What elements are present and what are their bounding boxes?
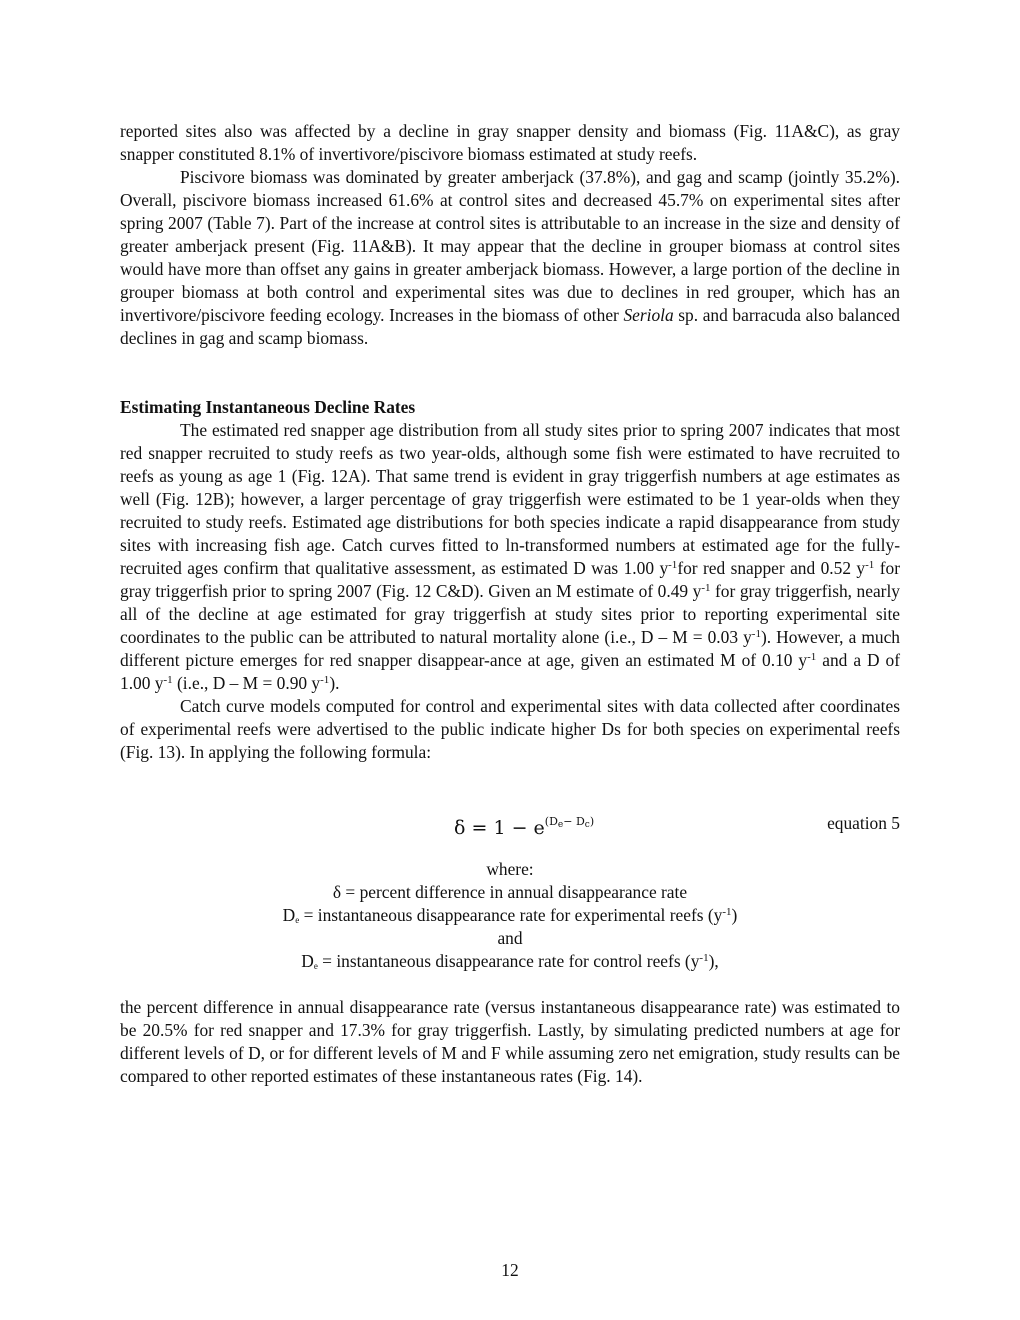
subscript: e [313,961,318,971]
body-text-top [120,120,900,350]
paragraph-gray-snapper [120,120,900,166]
equation-formula [454,810,594,840]
definition-text: = instantaneous disappearance rate for control reefs (y [317,951,700,971]
equation-row [120,810,900,840]
superscript: -1 [701,582,711,594]
italic-genus: Seriola [623,305,674,325]
definition-dc [120,950,900,973]
superscript: -1 [668,559,678,571]
page-number: 12 [501,1260,519,1280]
paragraph-piscivore-biomass [120,166,900,350]
section-heading: Estimating Instantaneous Decline Rates [120,397,416,417]
subscript: e [295,915,300,925]
paragraph-text: for red snapper and 0.52 y [677,558,866,578]
definition-de [120,904,900,927]
symbol: D [301,951,314,971]
equation-exponent [545,815,594,828]
paragraph-text: sp. and barracuda also balanced declines in gag and scamp biomass. [120,305,900,348]
body-text-bottom [120,996,900,1088]
symbol: D [282,905,296,925]
paragraph-text: the percent difference in annual disappearance rate (versus instantaneous disappearance rate) was estimated to be 20.5% for red snapper and 17.3% for gray triggerfish. Lastly, by simulating predicted numbers at age for different levels of D, or for different levels of M and F while assuming zero net emigration, study results can be compared to other reported estimates of these instantaneous rates (Fig. 14). [120,997,900,1086]
equation-definitions [120,858,900,973]
superscript: -1 [807,651,817,663]
paragraph-text: ). However, a much different picture emerges for red snapper disappear-ance at age, given an estimated M of 0.10 y [120,627,900,670]
definition-delta: δ = percent difference in annual disappearance rate [332,882,688,902]
superscript: -1 [865,559,875,571]
paragraph-text: for gray triggerfish, nearly all of the decline at age estimated for gray triggerfish at study sites prior to reporting experimental site coordinates to the public can be attributed to natural mortality alone (i.e., D – M = 0.03 y [120,581,901,647]
paragraph-text: Piscivore biomass was dominated by greater amberjack (37.8%), and gag and scamp (jointly 35.2%). Overall, piscivore biomass increased 61.6% at control sites and decreased 45.7% on experimental sites after spring 2007 (Table 7). Part of the increase at control sites is attributable to an increase in the size and density of greater amberjack present (Fig. 11A&B). It may appear that the decline in grouper biomass at control sites would have more than offset any gains in greater amberjack biomass. However, a large portion of the decline in grouper biomass at both control and experimental sites was due to declines in red grouper, which has an invertivore/piscivore feeding ecology. Increases in the biomass of other [120,167,900,325]
paragraph-text: for gray triggerfish prior to spring 2007 (Fig. 12 C&D). Given an M estimate of 0.49 y [120,558,900,601]
paragraph-catch-curve-models [120,695,900,764]
paragraph-text: Catch curve models computed for control and experimental sites with data collected after coordinates of experimental reefs were advertised to the public indicate higher Ds for both species on experimental reefs (Fig. 13). In applying the following formula: [120,696,900,762]
equation-label: equation 5 [827,813,900,833]
paragraph-text: and a D of 1.00 y [120,650,901,693]
superscript: -1 [699,952,709,964]
definition-text: = instantaneous disappearance rate for experimental reefs (y [299,905,723,925]
definition-text: ), [708,951,719,971]
paragraph-text: ). [329,673,340,693]
subscript: e [557,820,564,830]
exponent-part: ) [589,815,595,828]
exponent-part: − D [563,815,585,828]
superscript: -1 [751,628,761,640]
subscript: c [584,820,590,830]
paragraph-percent-difference [120,996,900,1088]
equation-lhs: δ = 1 − e [454,817,545,839]
paragraph-text: The estimated red snapper age distribution from all study sites prior to spring 2007 indicates that most red snapper recruited to study reefs as two year-olds, although some fish were estimated to have recruited to reefs as young as age 1 (Fig. 12A). That same trend is evident in gray triggerfish numbers at age estimates as well (Fig. 12B); however, a larger percentage of gray triggerfish were estimated to be 1 year-olds when they recruited to study reefs. Estimated age distributions for both species indicate a rapid disappearance from study sites with increasing fish age. Catch curves fitted to ln-transformed numbers at estimated age for the fully-recruited ages confirm that qualitative assessment, as estimated D was 1.00 y [120,420,900,578]
superscript: -1 [163,674,173,686]
definition-text: ) [731,905,738,925]
where-label: where: [486,859,534,879]
section-decline-rates [120,396,900,764]
superscript: -1 [320,674,330,686]
paragraph-text: reported sites also was affected by a decline in gray snapper density and biomass (Fig. 11A&C), as gray snapper constituted 8.1% of invertivore/piscivore biomass estimated at study reefs. [120,121,900,164]
paragraph-text: (i.e., D – M = 0.90 y [172,673,321,693]
exponent-part: (D [544,815,558,828]
paragraph-age-distribution [120,419,900,695]
and-label: and [497,928,523,948]
superscript: -1 [722,906,732,918]
